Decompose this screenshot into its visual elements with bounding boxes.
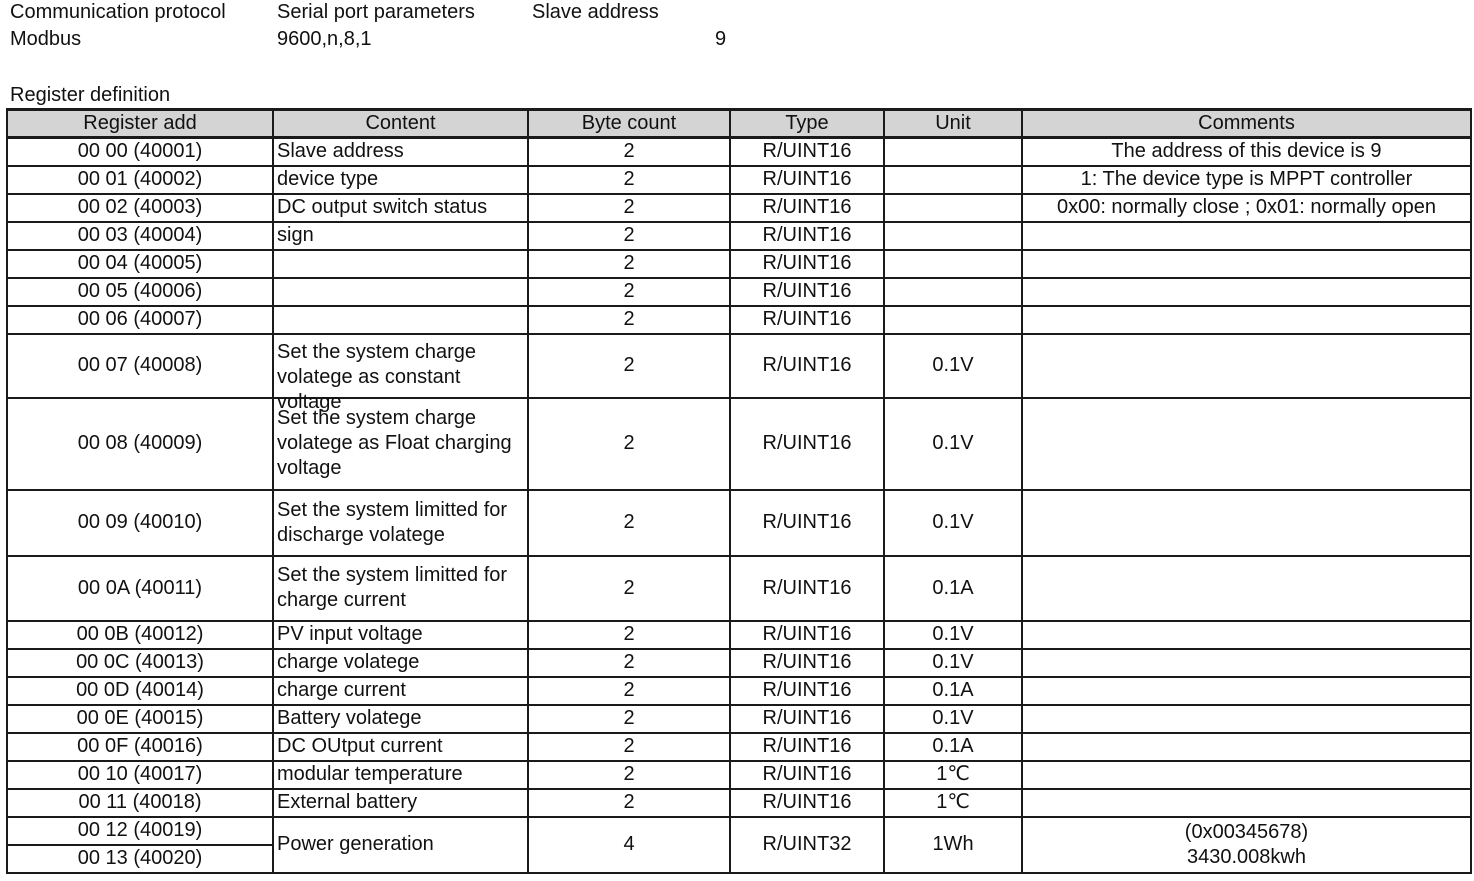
register-comment	[1022, 789, 1471, 817]
register-comment: 1: The device type is MPPT controller	[1022, 166, 1471, 194]
register-content: Set the system limitted for discharge volatege	[273, 490, 528, 556]
table-row	[7, 166, 1471, 194]
register-type: R/UINT16	[730, 166, 884, 194]
register-address: 00 0B (40012)	[7, 621, 273, 649]
register-comment: 0x00: normally close ; 0x01: normally open	[1022, 194, 1471, 222]
register-comment	[1022, 222, 1471, 250]
register-type: R/UINT16	[730, 761, 884, 789]
byte-count: 2	[528, 761, 730, 789]
register-content: Slave address	[273, 138, 528, 166]
register-content	[273, 278, 528, 306]
register-type: R/UINT16	[730, 306, 884, 334]
byte-count: 2	[528, 166, 730, 194]
register-comment	[1022, 334, 1471, 398]
register-content: device type	[273, 166, 528, 194]
register-content: DC OUtput current	[273, 733, 528, 761]
col-header-register-add: Register add	[7, 110, 273, 138]
register-type: R/UINT16	[730, 556, 884, 621]
register-address: 00 0C (40013)	[7, 649, 273, 677]
register-content: charge current	[273, 677, 528, 705]
table-row	[7, 677, 1471, 705]
register-type: R/UINT16	[730, 621, 884, 649]
register-type: R/UINT16	[730, 677, 884, 705]
byte-count: 2	[528, 733, 730, 761]
register-type: R/UINT16	[730, 278, 884, 306]
table-row	[7, 278, 1471, 306]
register-comment	[1022, 817, 1471, 873]
register-address: 00 0E (40015)	[7, 705, 273, 733]
register-comment	[1022, 705, 1471, 733]
register-unit: 0.1V	[884, 334, 1022, 398]
table-row	[7, 649, 1471, 677]
register-address: 00 09 (40010)	[7, 490, 273, 556]
register-comment: The address of this device is 9	[1022, 138, 1471, 166]
register-unit	[884, 166, 1022, 194]
byte-count: 2	[528, 556, 730, 621]
byte-count: 2	[528, 789, 730, 817]
register-address: 00 07 (40008)	[7, 334, 273, 398]
register-comment	[1022, 556, 1471, 621]
register-type: R/UINT16	[730, 250, 884, 278]
register-type: R/UINT16	[730, 138, 884, 166]
table-row	[7, 138, 1471, 166]
register-type: R/UINT16	[730, 334, 884, 398]
register-content	[273, 334, 528, 413]
register-content: Set the system limitted for charge current	[273, 556, 528, 621]
byte-count: 4	[528, 817, 730, 873]
register-unit: 1Wh	[884, 817, 1022, 873]
byte-count: 2	[528, 677, 730, 705]
col-header-unit: Unit	[884, 110, 1022, 138]
register-content: modular temperature	[273, 761, 528, 789]
register-comment	[1022, 621, 1471, 649]
slave-label: Slave address	[532, 1, 659, 23]
register-unit	[884, 250, 1022, 278]
register-comment	[1022, 398, 1471, 490]
register-content: Power generation	[273, 817, 528, 873]
table-row	[7, 398, 1471, 490]
register-unit: 1℃	[884, 789, 1022, 817]
table-row	[7, 817, 1471, 845]
register-unit: 0.1A	[884, 556, 1022, 621]
register-comment	[1022, 649, 1471, 677]
serial-value: 9600,n,8,1	[277, 28, 372, 50]
byte-count: 2	[528, 398, 730, 490]
register-type: R/UINT32	[730, 817, 884, 873]
byte-count: 2	[528, 705, 730, 733]
register-comment	[1022, 278, 1471, 306]
protocol-label: Communication protocol	[10, 1, 226, 23]
register-unit: 0.1V	[884, 490, 1022, 556]
section-title: Register definition	[10, 84, 171, 106]
register-type: R/UINT16	[730, 705, 884, 733]
byte-count: 2	[528, 278, 730, 306]
table-row	[7, 705, 1471, 733]
register-content: sign	[273, 222, 528, 250]
col-header-comments: Comments	[1022, 110, 1471, 138]
table-row	[7, 789, 1471, 817]
register-type: R/UINT16	[730, 490, 884, 556]
comment-hex-value: (0x00345678)	[1184, 820, 1309, 843]
register-comment	[1022, 306, 1471, 334]
register-type: R/UINT16	[730, 789, 884, 817]
byte-count: 2	[528, 138, 730, 166]
register-address: 00 03 (40004)	[7, 222, 273, 250]
register-content: charge volatege	[273, 649, 528, 677]
serial-label: Serial port parameters	[277, 1, 475, 23]
col-header-content: Content	[273, 110, 528, 138]
register-address: 00 08 (40009)	[7, 398, 273, 490]
table-row	[7, 250, 1471, 278]
register-unit: 0.1A	[884, 733, 1022, 761]
register-content: DC output switch status	[273, 194, 528, 222]
table-row	[7, 490, 1471, 556]
col-header-type: Type	[730, 110, 884, 138]
register-address: 00 0F (40016)	[7, 733, 273, 761]
register-unit: 0.1V	[884, 621, 1022, 649]
register-address: 00 00 (40001)	[7, 138, 273, 166]
table-row	[7, 556, 1471, 621]
byte-count: 2	[528, 222, 730, 250]
register-unit	[884, 222, 1022, 250]
register-type: R/UINT16	[730, 398, 884, 490]
register-unit: 0.1V	[884, 705, 1022, 733]
register-comment	[1022, 677, 1471, 705]
byte-count: 2	[528, 649, 730, 677]
byte-count: 2	[528, 194, 730, 222]
register-address: 00 0A (40011)	[7, 556, 273, 621]
register-type: R/UINT16	[730, 733, 884, 761]
byte-count: 2	[528, 621, 730, 649]
register-unit: 1℃	[884, 761, 1022, 789]
register-unit: 0.1V	[884, 398, 1022, 490]
comment-kwh-value: 3430.008kwh	[1187, 845, 1306, 868]
register-type: R/UINT16	[730, 649, 884, 677]
register-unit	[884, 306, 1022, 334]
register-address: 00 13 (40020)	[7, 845, 273, 873]
register-comment	[1022, 761, 1471, 789]
table-row	[7, 761, 1471, 789]
table-header-row	[7, 110, 1471, 138]
register-comment	[1022, 490, 1471, 556]
byte-count: 2	[528, 490, 730, 556]
register-unit	[884, 138, 1022, 166]
register-address: 00 02 (40003)	[7, 194, 273, 222]
register-content: Set the system charge volatege as Float charging voltage	[273, 398, 528, 490]
table-row	[7, 194, 1471, 222]
register-unit	[884, 278, 1022, 306]
slave-value: 9	[715, 28, 727, 50]
register-content-text: Set the system charge volatege as constant voltage	[277, 340, 476, 413]
register-content: PV input voltage	[273, 621, 528, 649]
register-content: Battery volatege	[273, 705, 528, 733]
byte-count: 2	[528, 250, 730, 278]
register-unit: 0.1A	[884, 677, 1022, 705]
register-type: R/UINT16	[730, 194, 884, 222]
protocol-value: Modbus	[10, 28, 82, 50]
register-address: 00 12 (40019)	[7, 817, 273, 845]
table-row	[7, 621, 1471, 649]
table-row	[7, 222, 1471, 250]
register-table	[6, 108, 1472, 874]
register-content	[273, 250, 528, 278]
col-header-byte-count: Byte count	[528, 110, 730, 138]
register-unit: 0.1V	[884, 649, 1022, 677]
table-row	[7, 334, 1471, 398]
register-address: 00 04 (40005)	[7, 250, 273, 278]
table-row	[7, 306, 1471, 334]
register-address: 00 01 (40002)	[7, 166, 273, 194]
register-address: 00 11 (40018)	[7, 789, 273, 817]
register-address: 00 10 (40017)	[7, 761, 273, 789]
register-content	[273, 306, 528, 334]
register-comment	[1022, 250, 1471, 278]
register-comment	[1022, 733, 1471, 761]
byte-count: 2	[528, 334, 730, 398]
register-address: 00 05 (40006)	[7, 278, 273, 306]
register-content: External battery	[273, 789, 528, 817]
byte-count: 2	[528, 306, 730, 334]
register-address: 00 0D (40014)	[7, 677, 273, 705]
register-address: 00 06 (40007)	[7, 306, 273, 334]
register-type: R/UINT16	[730, 222, 884, 250]
register-unit	[884, 194, 1022, 222]
table-row	[7, 733, 1471, 761]
